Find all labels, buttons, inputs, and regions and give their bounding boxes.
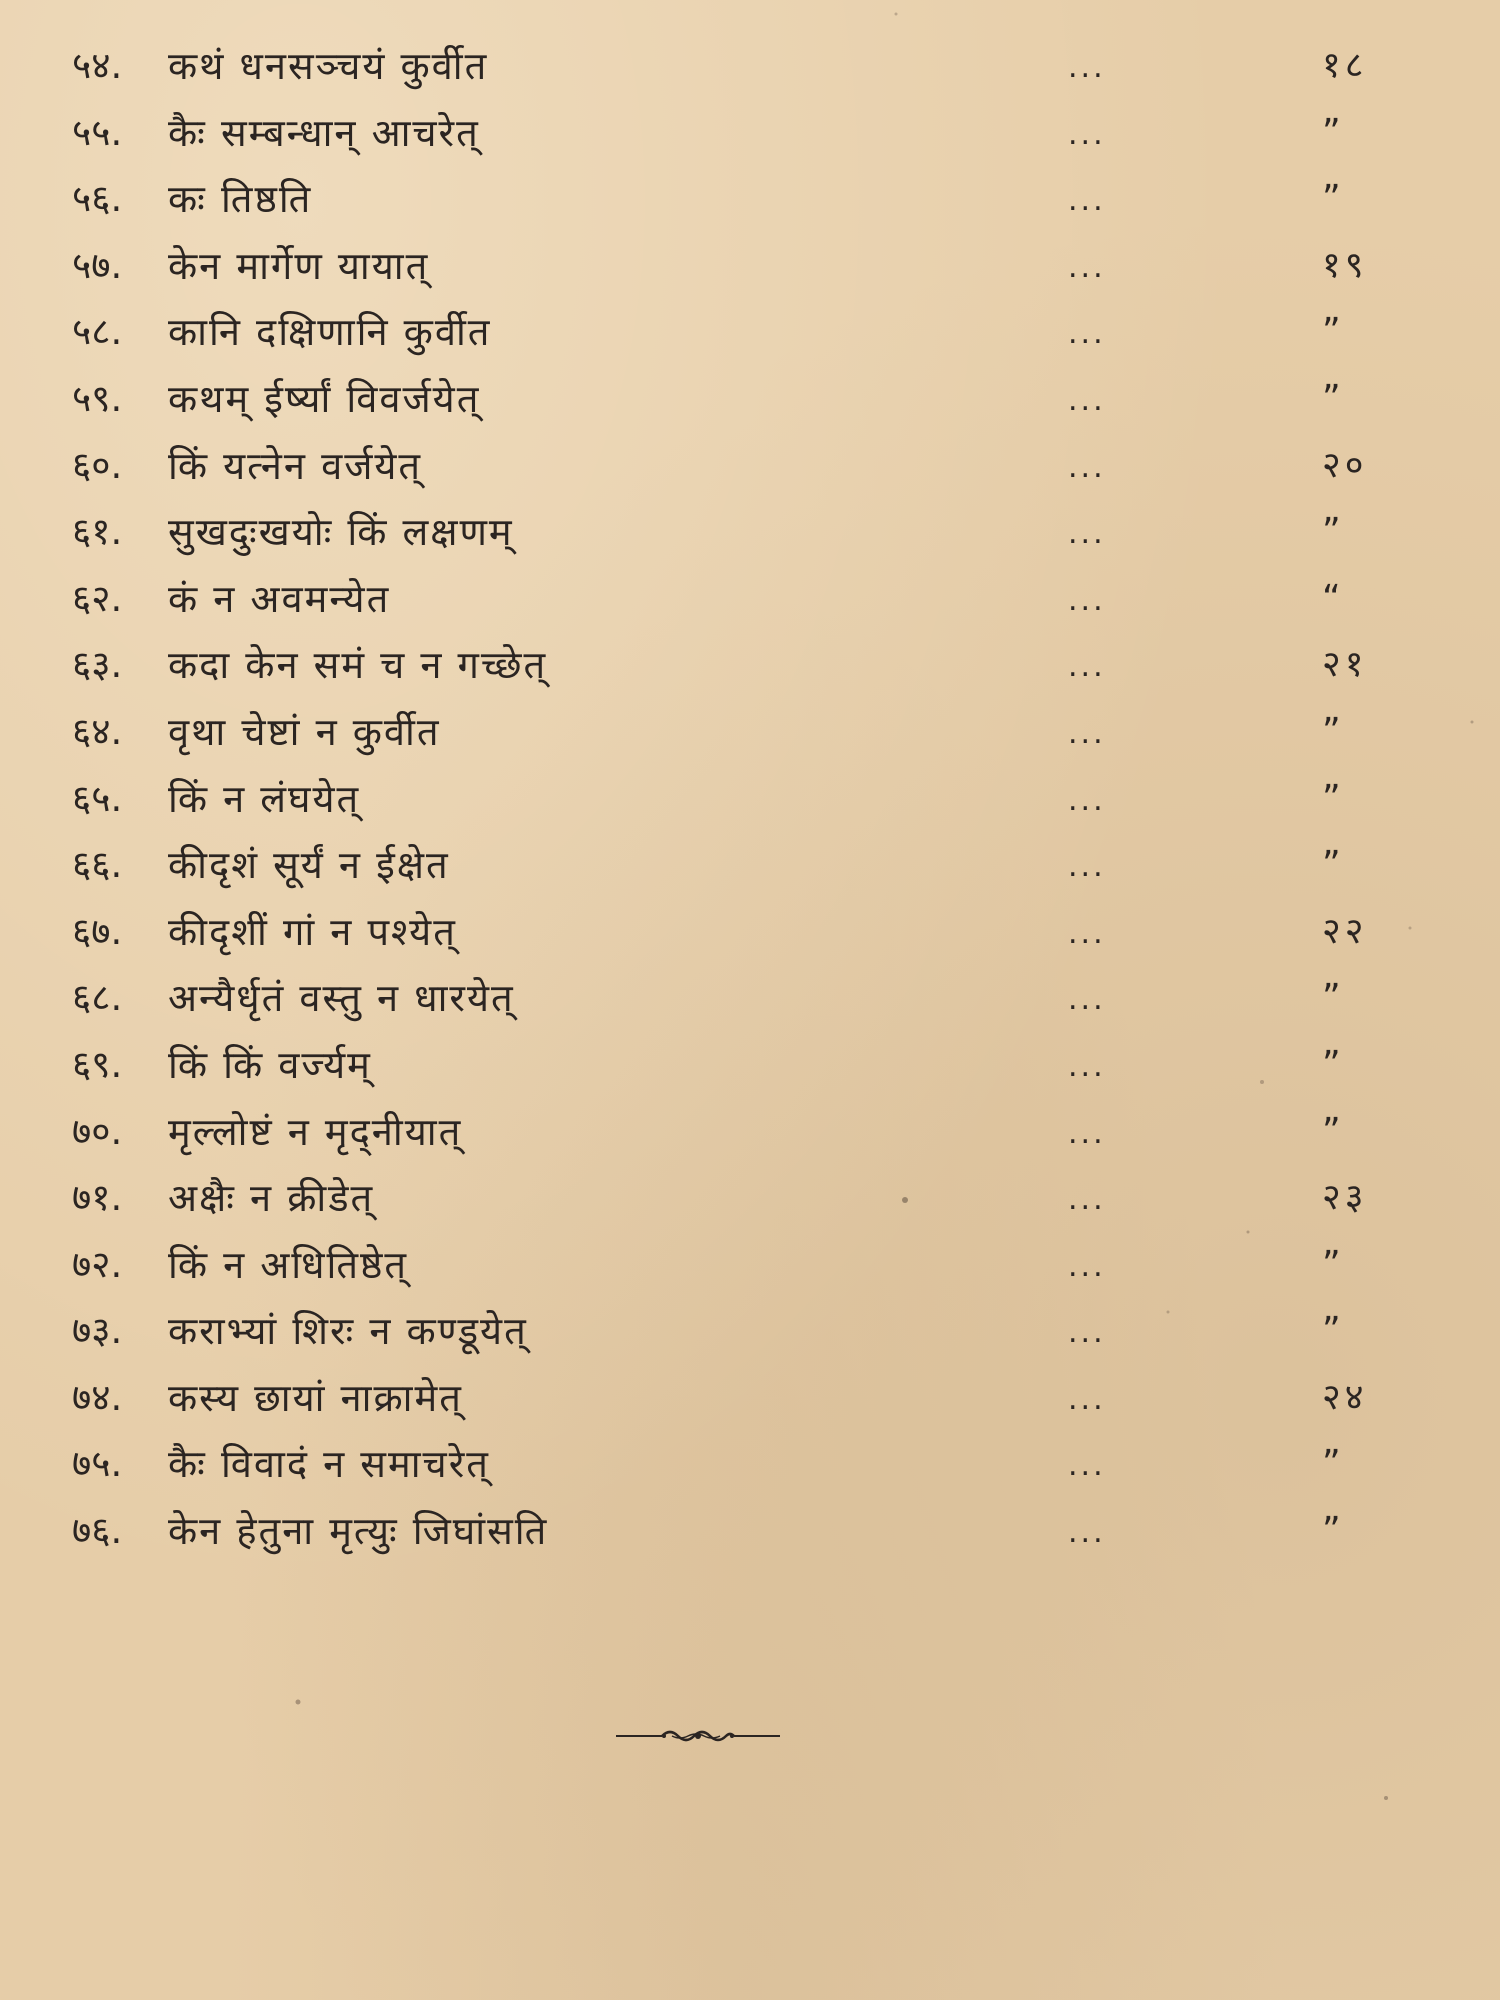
entry-page-number: ”	[1322, 1110, 1345, 1152]
entry-page-number: ”	[1322, 1510, 1345, 1552]
entry-title: अन्यैर्धृतं वस्तु न धारयेत्	[168, 976, 515, 1021]
leader-dots: ...	[1068, 649, 1106, 685]
entry-title: सुखदुःखयोः किं लक्षणम्	[168, 510, 514, 555]
entry-number: ६६.	[72, 843, 123, 887]
entry-title: कः तिष्ठति	[168, 177, 313, 222]
toc-entry	[0, 434, 1500, 501]
entry-title: किं न अधितिष्ठेत्	[168, 1242, 409, 1287]
entry-number: ५६.	[72, 177, 123, 221]
toc-entry	[0, 1366, 1500, 1433]
entry-page-number: २०	[1322, 444, 1368, 486]
entry-page-number: १९	[1322, 244, 1368, 286]
leader-dots: ...	[1068, 782, 1106, 818]
entry-title: किं न लंघयेत्	[168, 776, 361, 821]
toc-entry	[0, 1033, 1500, 1100]
entry-number: ७०.	[72, 1109, 123, 1153]
leader-dots: ...	[1068, 1115, 1106, 1151]
leader-dots: ...	[1068, 582, 1106, 618]
toc-entry	[0, 1100, 1500, 1167]
entry-page-number: १८	[1322, 45, 1368, 86]
toc-entry	[0, 1432, 1500, 1499]
entry-number: ६८.	[72, 976, 123, 1020]
table-of-contents	[0, 34, 1500, 1566]
entry-title: कराभ्यां शिरः न कण्डूयेत्	[168, 1309, 528, 1354]
toc-entry	[0, 34, 1500, 101]
entry-page-number: ”	[1322, 1310, 1345, 1352]
entry-number: ५७.	[72, 243, 123, 287]
entry-title: किं किं वर्ज्यम्	[168, 1042, 372, 1087]
toc-entry	[0, 833, 1500, 900]
entry-number: ६९.	[72, 1042, 123, 1086]
entry-number: ५८.	[72, 310, 123, 354]
entry-number: ५५.	[72, 110, 123, 154]
toc-entry	[0, 101, 1500, 168]
entry-number: ७६.	[72, 1509, 123, 1553]
entry-number: ७१.	[72, 1176, 123, 1220]
toc-entry	[0, 1299, 1500, 1366]
toc-entry	[0, 367, 1500, 434]
leader-dots: ...	[1068, 1448, 1106, 1484]
toc-entry	[0, 1499, 1500, 1566]
entry-page-number: २२	[1322, 910, 1368, 952]
leader-dots: ...	[1068, 849, 1106, 885]
entry-number: ५९.	[72, 376, 123, 420]
entry-number: ६५.	[72, 776, 123, 820]
entry-title: कस्य छायां नाक्रामेत्	[168, 1375, 463, 1420]
entry-number: ७२.	[72, 1242, 123, 1286]
entry-title: कथम् ईर्ष्यां विवर्जयेत्	[168, 376, 481, 421]
entry-page-number: ”	[1322, 377, 1345, 419]
leader-dots: ...	[1068, 1515, 1106, 1551]
entry-title: कानि दक्षिणानि कुर्वीत	[168, 310, 492, 355]
entry-number: ६७.	[72, 909, 123, 953]
entry-title: मृल्लोष्टं न मृद्नीयात्	[168, 1109, 463, 1154]
leader-dots: ...	[1068, 50, 1106, 85]
entry-title: कथं धनसञ्चयं कुर्वीत	[168, 44, 489, 88]
toc-entry	[0, 700, 1500, 767]
entry-title: केन मार्गेण यायात्	[168, 243, 430, 288]
toc-entry	[0, 234, 1500, 301]
leader-dots: ...	[1068, 1315, 1106, 1351]
leader-dots: ...	[1068, 715, 1106, 751]
leader-dots: ...	[1068, 382, 1106, 418]
toc-entry	[0, 767, 1500, 834]
entry-title: वृथा चेष्टां न कुर्वीत	[168, 709, 441, 754]
entry-page-number: ”	[1322, 111, 1345, 153]
toc-entry	[0, 567, 1500, 634]
entry-number: ७५.	[72, 1442, 123, 1486]
entry-page-number: ”	[1322, 1243, 1345, 1285]
entry-number: ६०.	[72, 443, 123, 487]
entry-number: ७३.	[72, 1309, 123, 1353]
entry-title: किं यत्नेन वर्जयेत्	[168, 443, 423, 488]
entry-title: कीदृशीं गां न पश्येत्	[168, 909, 457, 954]
entry-page-number: ”	[1322, 1443, 1345, 1485]
entry-page-number: २४	[1322, 1376, 1368, 1418]
entry-number: ६१.	[72, 510, 123, 554]
toc-entry	[0, 633, 1500, 700]
entry-page-number: “	[1322, 577, 1345, 619]
leader-dots: ...	[1068, 516, 1106, 552]
entry-page-number: ”	[1322, 977, 1345, 1019]
entry-page-number: ”	[1322, 178, 1345, 220]
entry-title: कदा केन समं च न गच्छेत्	[168, 643, 548, 688]
leader-dots: ...	[1068, 915, 1106, 951]
entry-page-number: ”	[1322, 710, 1345, 752]
entry-title: अक्षैः न क्रीडेत्	[168, 1176, 375, 1221]
entry-page-number: २१	[1322, 644, 1368, 686]
leader-dots: ...	[1068, 116, 1106, 152]
entry-page-number: ”	[1322, 511, 1345, 553]
toc-entry	[0, 300, 1500, 367]
leader-dots: ...	[1068, 1248, 1106, 1284]
toc-entry	[0, 900, 1500, 967]
leader-dots: ...	[1068, 1182, 1106, 1218]
entry-number: ५४.	[72, 44, 123, 87]
entry-title: कं न अवमन्येत	[168, 576, 391, 621]
entry-page-number: २३	[1322, 1177, 1368, 1219]
entry-number: ६२.	[72, 576, 123, 620]
toc-entry	[0, 1166, 1500, 1233]
entry-page-number: ”	[1322, 844, 1345, 886]
leader-dots: ...	[1068, 1048, 1106, 1084]
leader-dots: ...	[1068, 1381, 1106, 1417]
decorative-tailpiece-icon	[614, 1724, 782, 1748]
entry-title: कीदृशं सूर्यं न ईक्षेत	[168, 843, 450, 888]
leader-dots: ...	[1068, 316, 1106, 352]
entry-number: ७४.	[72, 1375, 123, 1419]
entry-page-number: ”	[1322, 311, 1345, 353]
leader-dots: ...	[1068, 982, 1106, 1018]
entry-page-number: ”	[1322, 777, 1345, 819]
toc-entry	[0, 500, 1500, 567]
entry-title: कैः विवादं न समाचरेत्	[168, 1442, 490, 1487]
toc-entry	[0, 966, 1500, 1033]
entry-title: केन हेतुना मृत्युः जिघांसति	[168, 1509, 549, 1554]
leader-dots: ...	[1068, 183, 1106, 219]
toc-entry	[0, 167, 1500, 234]
entry-title: कैः सम्बन्धान् आचरेत्	[168, 110, 480, 155]
entry-number: ६३.	[72, 643, 123, 687]
leader-dots: ...	[1068, 249, 1106, 285]
entry-page-number: ”	[1322, 1043, 1345, 1085]
entry-number: ६४.	[72, 709, 123, 753]
leader-dots: ...	[1068, 449, 1106, 485]
toc-entry	[0, 1233, 1500, 1300]
